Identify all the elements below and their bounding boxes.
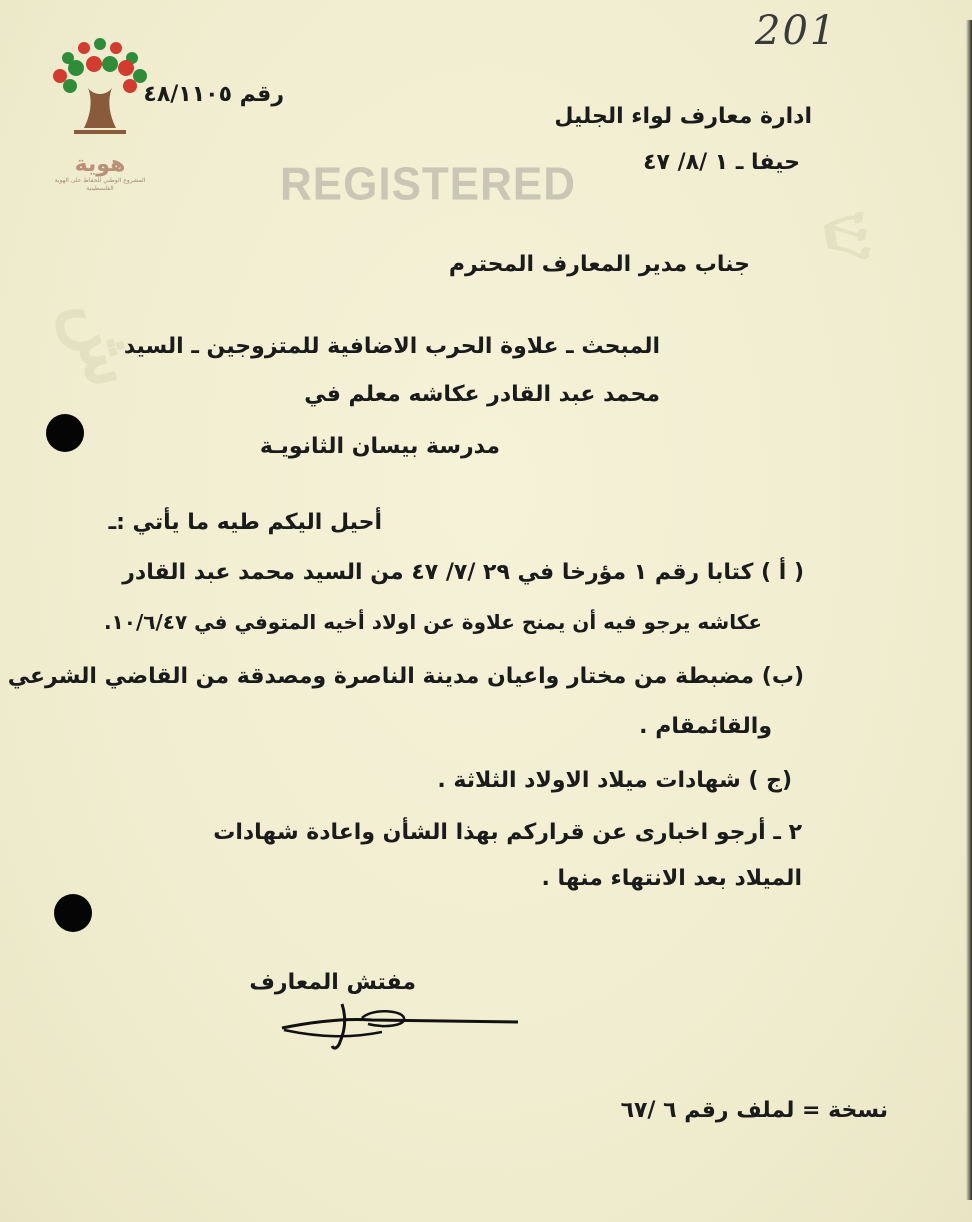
subject-line: مدرسة بيسان الثانويـة bbox=[259, 434, 500, 459]
sender-office: ادارة معارف لواء الجليل bbox=[554, 104, 812, 129]
tree-logo-icon bbox=[40, 36, 160, 146]
place-date: حيفا ـ ١ /٨/ ٤٧ bbox=[643, 150, 800, 175]
logo-text: هوية bbox=[74, 152, 126, 177]
watermark-mark: ش bbox=[53, 289, 154, 396]
watermark-mark: ש bbox=[806, 204, 896, 279]
scan-edge bbox=[966, 20, 972, 1200]
punch-hole bbox=[54, 894, 92, 932]
punch-hole bbox=[46, 414, 84, 452]
point-2-line: ٢ ـ أرجو اخبارى عن قراركم بهذا الشأن واعادة شهادات bbox=[213, 820, 802, 845]
item-c-line: (ج ) شهادات ميلاد الاولاد الثلاثة . bbox=[437, 768, 792, 793]
item-b-line: (ب) مضبطة من مختار واعيان مدينة الناصرة ومصدقة من القاضي الشرعي bbox=[7, 664, 804, 689]
item-a-line: عكاشه يرجو فيه أن يمنح علاوة عن اولاد أخيه المتوفي في ١٠/٦/٤٧. bbox=[103, 610, 762, 634]
registered-stamp: REGISTERED bbox=[280, 158, 577, 211]
logo bbox=[40, 36, 160, 196]
reference-number: رقم ٤٨/١١٠٥ bbox=[143, 82, 284, 107]
subject-line: محمد عبد القادر عكاشه معلم في bbox=[304, 382, 660, 407]
signature-title: مفتش المعارف bbox=[249, 970, 416, 995]
subject-line: المبحث ـ علاوة الحرب الاضافية للمتزوجين ـ السيد bbox=[123, 334, 660, 359]
addressee: جناب مدير المعارف المحترم bbox=[448, 252, 750, 277]
handwritten-number: 201 bbox=[755, 8, 838, 54]
point-2-line: الميلاد بعد الانتهاء منها . bbox=[541, 866, 802, 891]
item-b-line: والقائمقام . bbox=[639, 714, 772, 739]
item-a-line: ( أ ) كتابا رقم ١ مؤرخا في ٢٩ /٧/ ٤٧ من السيد محمد عبد القادر bbox=[122, 560, 804, 585]
copy-note: نسخة = لملف رقم ٦ /٦٧ bbox=[620, 1098, 888, 1123]
logo-caption: المشروع الوطني للحفاظ على الهوية الفلسطينية bbox=[54, 177, 146, 192]
intro-line: أحيل اليكم طيه ما يأتي :ـ bbox=[108, 510, 382, 535]
signature-mark bbox=[272, 998, 532, 1058]
